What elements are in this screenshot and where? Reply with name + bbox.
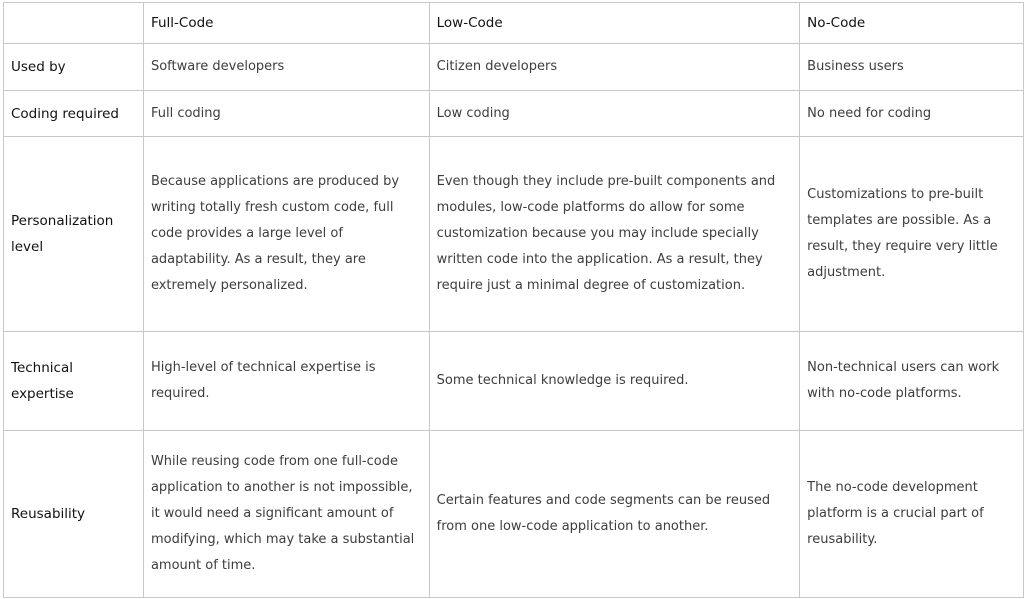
comparison-table [3,2,1024,598]
header-full-code: Full-Code [143,3,429,44]
cell-personalization-full-code: Because applications are produced by writing totally fresh custom code, full code provides a large level of adaptability. As a result, they are extremely personalized. [143,137,429,332]
row-label-reusability: Reusability [4,431,144,598]
cell-reusability-full-code: While reusing code from one full-code application to another is not impossible, it would need a significant amount of modifying, which may take a substantial amount of time. [143,431,429,598]
header-corner [4,3,144,44]
cell-used-by-low-code: Citizen developers [429,44,800,91]
row-used-by [4,44,1024,91]
row-label-used-by: Used by [4,44,144,91]
row-reusability [4,431,1024,598]
cell-personalization-no-code: Customizations to pre-built templates are possible. As a result, they require very little adjustment. [800,137,1024,332]
row-label-coding-required: Coding required [4,91,144,137]
cell-technical-expertise-no-code: Non-technical users can work with no-code platforms. [800,332,1024,431]
cell-used-by-no-code: Business users [800,44,1024,91]
cell-reusability-low-code: Certain features and code segments can be reused from one low-code application to another. [429,431,800,598]
cell-coding-required-full-code: Full coding [143,91,429,137]
cell-technical-expertise-full-code: High-level of technical expertise is required. [143,332,429,431]
row-coding-required [4,91,1024,137]
cell-coding-required-no-code: No need for coding [800,91,1024,137]
header-low-code: Low-Code [429,3,800,44]
header-row [4,3,1024,44]
cell-coding-required-low-code: Low coding [429,91,800,137]
row-label-personalization-level: Personalization level [4,137,144,332]
row-technical-expertise [4,332,1024,431]
cell-technical-expertise-low-code: Some technical knowledge is required. [429,332,800,431]
row-label-technical-expertise: Technical expertise [4,332,144,431]
row-personalization-level [4,137,1024,332]
cell-personalization-low-code: Even though they include pre-built components and modules, low-code platforms do allow for some customization because you may include specially written code into the application. As a result, they require just a minimal degree of customization. [429,137,800,332]
cell-used-by-full-code: Software developers [143,44,429,91]
header-no-code: No-Code [800,3,1024,44]
cell-reusability-no-code: The no-code development platform is a crucial part of reusability. [800,431,1024,598]
